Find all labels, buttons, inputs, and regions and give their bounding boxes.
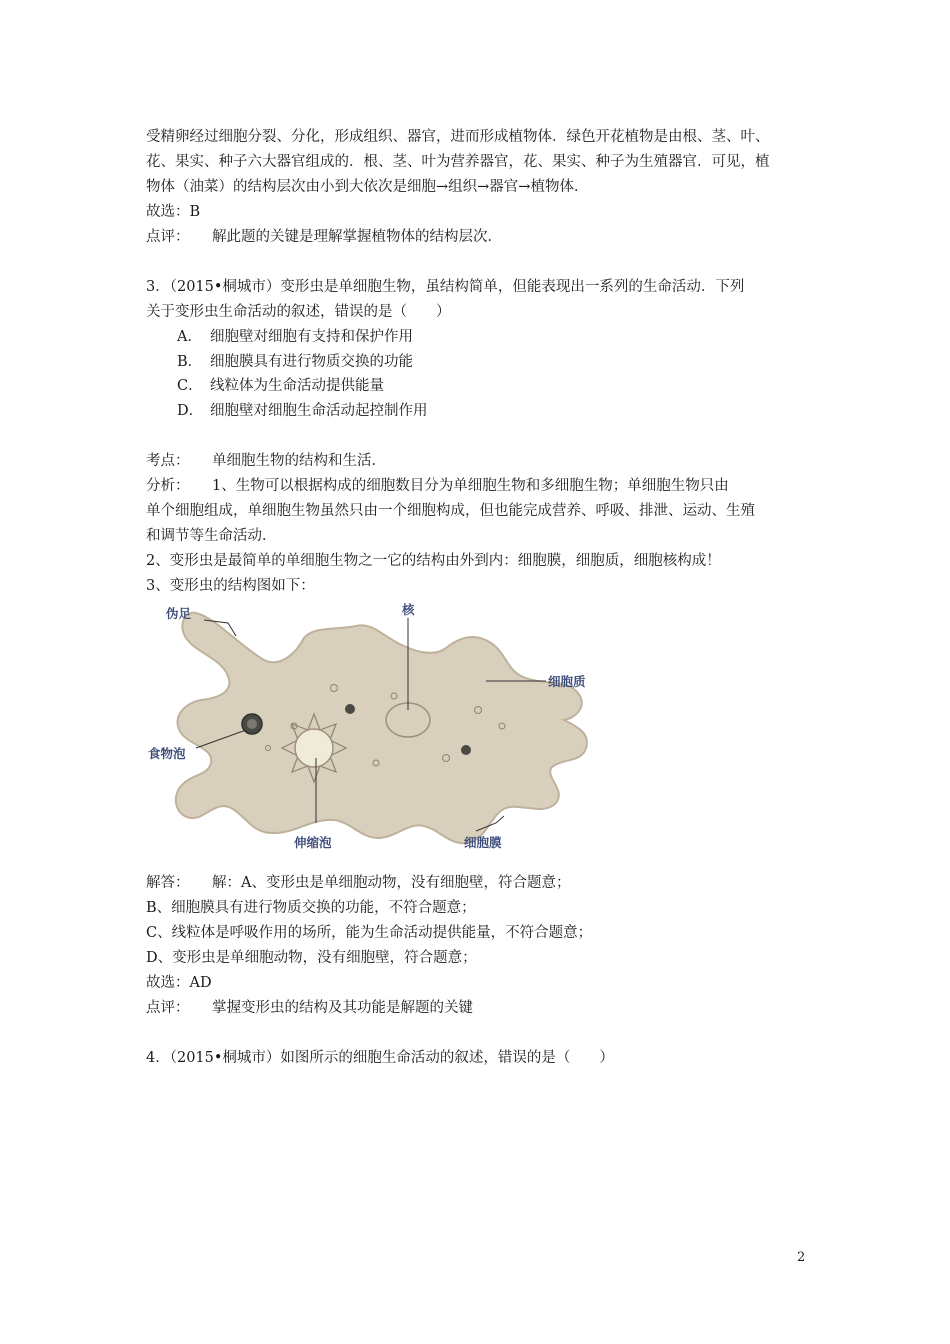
option-label: D．	[177, 403, 204, 419]
q3-jieda-3: C、线粒体是呼吸作用的场所，能为生命活动提供能量，不符合题意；	[146, 925, 593, 941]
label-contractile-vacuole: 伸缩泡	[294, 835, 332, 850]
q3-option-a	[177, 327, 413, 347]
option-label: B．	[177, 354, 203, 370]
granule	[345, 704, 355, 714]
q3-fenxi-3: 和调节等生命活动．	[146, 528, 277, 544]
page-number: 2	[797, 1250, 806, 1265]
option-label: C．	[177, 378, 203, 394]
option-text: 线粒体为生命活动提供能量	[210, 378, 384, 394]
amoeba-diagram	[146, 598, 606, 860]
jieda-label: 解答：	[146, 875, 190, 891]
option-text: 细胞壁对细胞生命活动起控制作用	[210, 403, 428, 419]
q3-fenxi-5: 3、变形虫的结构图如下：	[146, 578, 315, 594]
q3-kaodian	[146, 451, 386, 471]
kaodian-text: 单细胞生物的结构和生活．	[212, 453, 386, 469]
intro-answer: 故选：B	[146, 204, 201, 220]
q3-option-d	[177, 401, 428, 421]
contractile-vacuole	[295, 729, 333, 767]
comment-text: 解此题的关键是理解掌握植物体的结构层次．	[212, 229, 502, 245]
label-nucleus: 核	[402, 602, 415, 617]
q3-stem-2: 关于变形虫生命活动的叙述，错误的是（ ）	[146, 304, 451, 320]
q3-fenxi-2: 单个细胞组成，单细胞生物虽然只由一个细胞构成，但也能完成营养、呼吸、排泄、运动、生殖	[146, 503, 755, 519]
option-text: 细胞膜具有进行物质交换的功能	[210, 354, 413, 370]
q3-option-b	[177, 352, 413, 372]
q3-stem-1: 3．（2015•桐城市）变形虫是单细胞生物，虽结构简单，但能表现出一系列的生命活动．下列	[146, 279, 745, 295]
q3-jieda-2: B、细胞膜具有进行物质交换的功能，不符合题意；	[146, 900, 476, 916]
q3-fenxi-4: 2、变形虫是最简单的单细胞生物之一它的结构由外到内：细胞膜，细胞质，细胞核构成！	[146, 553, 721, 569]
intro-line-2: 花、果实、种子六大器官组成的．根、茎、叶为营养器官，花、果实、种子为生殖器官．可见，植	[146, 154, 770, 170]
q3-comment	[146, 998, 473, 1018]
food-vacuole-inner	[247, 719, 257, 729]
intro-comment	[146, 227, 502, 247]
q3-option-c	[177, 376, 384, 396]
label-membrane: 细胞膜	[464, 835, 502, 850]
intro-line-1: 受精卵经过细胞分裂、分化，形成组织、器官，进而形成植物体．绿色开花植物是由根、茎、叶、	[146, 129, 770, 145]
kaodian-label: 考点：	[146, 453, 190, 469]
comment-text: 掌握变形虫的结构及其功能是解题的关键	[212, 1000, 473, 1016]
comment-label: 点评：	[146, 229, 190, 245]
jieda-text: 解：A、变形虫是单细胞动物，没有细胞壁，符合题意；	[212, 875, 571, 891]
q3-fenxi-1	[146, 476, 729, 496]
q4-stem: 4．（2015•桐城市）如图所示的细胞生命活动的叙述，错误的是（ ）	[146, 1050, 614, 1066]
label-food-vacuole: 食物泡	[148, 746, 186, 761]
option-text: 细胞壁对细胞有支持和保护作用	[210, 329, 413, 345]
label-pseudopod: 伪足	[166, 606, 192, 621]
intro-line-3: 物体（油菜）的结构层次由小到大依次是细胞→组织→器官→植物体．	[146, 179, 589, 195]
option-label: A．	[177, 329, 202, 345]
q3-answer: 故选：AD	[146, 975, 212, 991]
q3-jieda-4: D、变形虫是单细胞动物，没有细胞壁，符合题意；	[146, 950, 477, 966]
fenxi-label: 分析：	[146, 478, 190, 494]
granule	[461, 745, 471, 755]
amoeba-cell-body	[176, 613, 587, 844]
label-cytoplasm: 细胞质	[548, 674, 586, 689]
q3-jieda-1	[146, 873, 570, 893]
fenxi-text: 1、生物可以根据构成的细胞数目分为单细胞生物和多细胞生物；单细胞生物只由	[212, 478, 729, 494]
comment-label: 点评：	[146, 1000, 190, 1016]
